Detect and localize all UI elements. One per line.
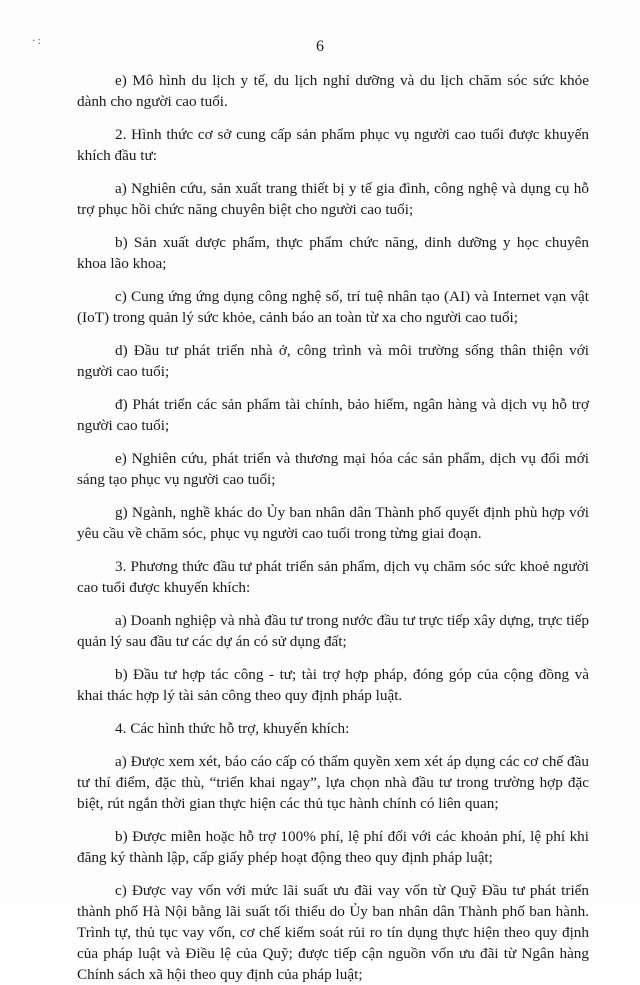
paragraph-2dd: đ) Phát triển các sản phẩm tài chính, bảo hiểm, ngân hàng và dịch vụ hỗ trợ người cao tuổi; <box>77 396 589 434</box>
paragraph-2e: e) Nghiên cứu, phát triển và thương mại hóa các sản phẩm, dịch vụ đổi mới sáng tạo phục vụ người cao tuổi; <box>77 450 589 488</box>
paragraph-2a: a) Nghiên cứu, sản xuất trang thiết bị y tế gia đình, công nghệ và dụng cụ hỗ trợ phục hồi chức năng chuyên biệt cho người cao tuổi; <box>77 180 589 218</box>
paragraph-2d: d) Đầu tư phát triển nhà ở, công trình và môi trường sống thân thiện với người cao tuổi; <box>77 342 589 380</box>
paragraph-3-heading: 3. Phương thức đầu tư phát triển sản phẩm, dịch vụ chăm sóc sức khoẻ người cao tuổi được khuyến khích: <box>77 558 589 596</box>
paragraph-2-heading: 2. Hình thức cơ sở cung cấp sản phẩm phục vụ người cao tuổi được khuyến khích đầu tư: <box>77 126 589 164</box>
paragraph-3b: b) Đầu tư hợp tác công - tư; tài trợ hợp pháp, đóng góp của cộng đồng và khai thác hợp lý tài sản công theo quy định pháp luật. <box>77 666 589 704</box>
paragraph-4c: c) Được vay vốn với mức lãi suất ưu đãi vay vốn từ Quỹ Đầu tư phát triển thành phố Hà Nội bằng lãi suất tối thiểu do Ủy ban nhân dân Thành phố ban hành. Trình tự, thủ tục vay vốn, cơ chế kiểm soát rủi ro tín dụng thực hiện theo quy định của pháp luật và Điều lệ của Quỹ; được tiếp cận nguồn vốn ưu đãi từ Ngân hàng Chính sách xã hội theo quy định của pháp luật; <box>77 882 589 983</box>
paragraph-4-heading: 4. Các hình thức hỗ trợ, khuyến khích: <box>115 720 350 737</box>
page-number: 6 <box>316 38 324 55</box>
paragraph-3a: a) Doanh nghiệp và nhà đầu tư trong nước đầu tư trực tiếp xây dựng, trực tiếp quản lý sau đầu tư các dự án có sử dụng đất; <box>77 612 589 650</box>
paragraph-2b: b) Sản xuất dược phẩm, thực phẩm chức năng, dinh dưỡng y học chuyên khoa lão khoa; <box>77 234 589 272</box>
paragraph-1e: e) Mô hình du lịch y tế, du lịch nghỉ dưỡng và du lịch chăm sóc sức khỏe dành cho người cao tuổi. <box>77 72 589 110</box>
paragraph-4a: a) Được xem xét, báo cáo cấp có thẩm quyền xem xét áp dụng các cơ chế đầu tư thí điểm, đặc thù, “triển khai ngay”, lựa chọn nhà đầu tư trong trường hợp đặc biệt, rút ngắn thời gian thực hiện các thủ tục hành chính có liên quan; <box>77 753 589 812</box>
paragraph-4b: b) Được miễn hoặc hỗ trợ 100% phí, lệ phí đối với các khoản phí, lệ phí khi đăng ký thành lập, cấp giấy phép hoạt động theo quy định pháp luật; <box>77 828 589 866</box>
document-body <box>77 70 589 985</box>
scan-mark: · : <box>32 36 41 47</box>
paragraph-2c: c) Cung ứng ứng dụng công nghệ số, trí tuệ nhân tạo (AI) và Internet vạn vật (IoT) trong quản lý sức khỏe, cảnh báo an toàn từ xa cho người cao tuổi; <box>77 288 589 326</box>
paragraph-2g: g) Ngành, nghề khác do Ủy ban nhân dân Thành phố quyết định phù hợp với yêu cầu về chăm sóc, phục vụ người cao tuổi trong từng giai đoạn. <box>77 504 589 542</box>
